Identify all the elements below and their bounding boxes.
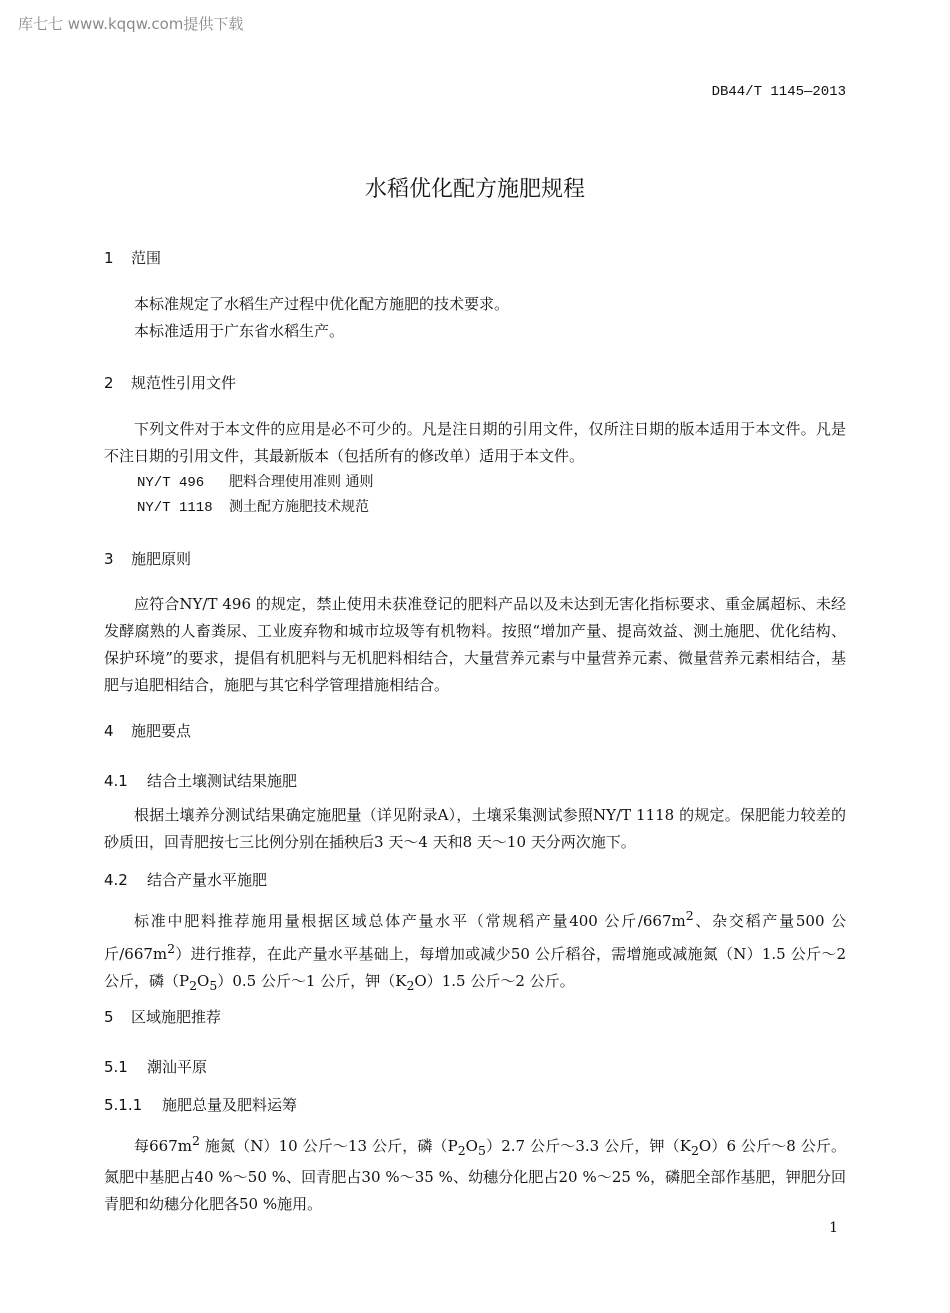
subsection-4-2-paragraph [104, 902, 846, 999]
text-run: ）2.7 公斤～3.3 公斤，钾（K [485, 1137, 691, 1155]
section-2-paragraph-1: 下列文件对于本文件的应用是必不可少的。凡是注日期的引用文件，仅所注日期的版本适用于本文件。凡是不注日期的引用文件，其最新版本（包括所有的修改单）适用于本文件。 [104, 420, 846, 465]
text-run: ）0.5 公斤～1 公斤，钾（K [217, 972, 407, 990]
subsection-4-1-heading [104, 770, 297, 791]
section-title: 区域施肥推荐 [131, 1008, 222, 1026]
section-title: 潮汕平原 [147, 1058, 208, 1076]
section-number: 1 [104, 249, 114, 267]
subscript: 5 [477, 1143, 486, 1158]
document-code: DB44/T 1145—2013 [711, 84, 846, 100]
section-number: 5.1.1 [104, 1096, 143, 1114]
reference-item [137, 471, 373, 491]
section-5-heading [104, 1006, 221, 1027]
section-number: 4.2 [104, 871, 128, 889]
text-run: 施氮（N）10 公斤～13 公斤，磷（P [199, 1137, 458, 1155]
section-title: 结合产量水平施肥 [147, 871, 268, 889]
subsection-4-1-paragraph: 根据土壤养分测试结果确定施肥量（详见附录A），土壤采集测试参照NY/T 1118 的规定。保肥能力较差的砂质田，回青肥按七三比例分别在插秧后3 天～4 天和8 天～10 天分两次施下。 [104, 806, 846, 851]
section-title: 结合土壤测试结果施肥 [147, 772, 298, 790]
text-run: O [197, 972, 210, 990]
watermark-text: 库七七 www.kqqw.com提供下载 [18, 15, 244, 33]
section-title: 施肥原则 [131, 550, 192, 568]
text-run: O）6 公斤～8 公斤。氮肥中基肥占40 %～50 %、回青肥占30 %～35 %、幼穗分化肥占20 %～25 %，磷肥全部作基肥，钾肥分回青肥和幼穗分化肥各50 %施用。 [104, 1137, 846, 1213]
subsection-5-1-1-paragraph [104, 1127, 846, 1218]
subsection-5-1-1-heading [104, 1094, 297, 1115]
section-title: 规范性引用文件 [131, 374, 237, 392]
section-1-paragraph-1: 本标准规定了水稻生产过程中优化配方施肥的技术要求。 [134, 295, 510, 313]
text-run: 标准中肥料推荐施用量根据区域总体产量水平（常规稻产量400 公斤/667m [134, 912, 686, 930]
section-number: 5.1 [104, 1058, 128, 1076]
text-run: 、杂交稻产量500 公斤/667m [104, 912, 846, 963]
section-2-heading [104, 372, 236, 393]
section-4-heading [104, 720, 191, 741]
superscript: 2 [167, 941, 176, 956]
text-run: O [465, 1137, 478, 1155]
page-number: 1 [829, 1220, 838, 1236]
section-number: 5 [104, 1008, 114, 1026]
subscript: 5 [209, 978, 218, 993]
section-1-paragraph-2: 本标准适用于广东省水稻生产。 [134, 322, 345, 340]
section-3-paragraph-1: 应符合NY/T 496 的规定，禁止使用未获准登记的肥料产品以及未达到无害化指标要求、重金属超标、未经发酵腐熟的人畜粪尿、工业废弃物和城市垃圾等有机物料。按照“增加产量、提高效益、测土施肥、优化结构、保护环境”的要求，提倡有机肥料与无机肥料相结合，大量营养元素与中量营养元素、微量营养元素相结合，基肥与追肥相结合，施肥与其它科学管理措施相结合。 [104, 595, 846, 694]
page-title: 水稻优化配方施肥规程 [364, 177, 585, 202]
subscript: 2 [457, 1143, 466, 1158]
section-title: 施肥总量及肥料运筹 [162, 1096, 298, 1114]
reference-item [137, 496, 369, 516]
subsection-5-1-heading [104, 1056, 207, 1077]
text-run: O）1.5 公斤～2 公斤。 [414, 972, 575, 990]
section-1-heading [104, 247, 161, 268]
section-number: 3 [104, 550, 114, 568]
superscript: 2 [191, 1133, 200, 1148]
section-3-heading [104, 548, 191, 569]
reference-name: 肥料合理使用准则 通则 [229, 474, 374, 490]
section-title: 范围 [131, 249, 162, 267]
text-run: 每667m [134, 1137, 192, 1155]
section-number: 4.1 [104, 772, 128, 790]
section-title: 施肥要点 [131, 722, 192, 740]
subsection-4-2-heading [104, 869, 267, 890]
superscript: 2 [685, 908, 694, 923]
section-number: 4 [104, 722, 114, 740]
reference-code: NY/T 1118 [137, 500, 213, 516]
section-number: 2 [104, 374, 114, 392]
subscript: 2 [690, 1143, 699, 1158]
text-run: ）进行推荐，在此产量水平基础上，每增加或减少50 公斤稻谷，需增施或减施氮（N）1.5 公斤～2 公斤，磷（P [104, 945, 846, 990]
subscript: 2 [189, 978, 198, 993]
subscript: 2 [406, 978, 415, 993]
reference-code: NY/T 496 [137, 475, 205, 491]
reference-name: 测土配方施肥技术规范 [229, 499, 369, 515]
